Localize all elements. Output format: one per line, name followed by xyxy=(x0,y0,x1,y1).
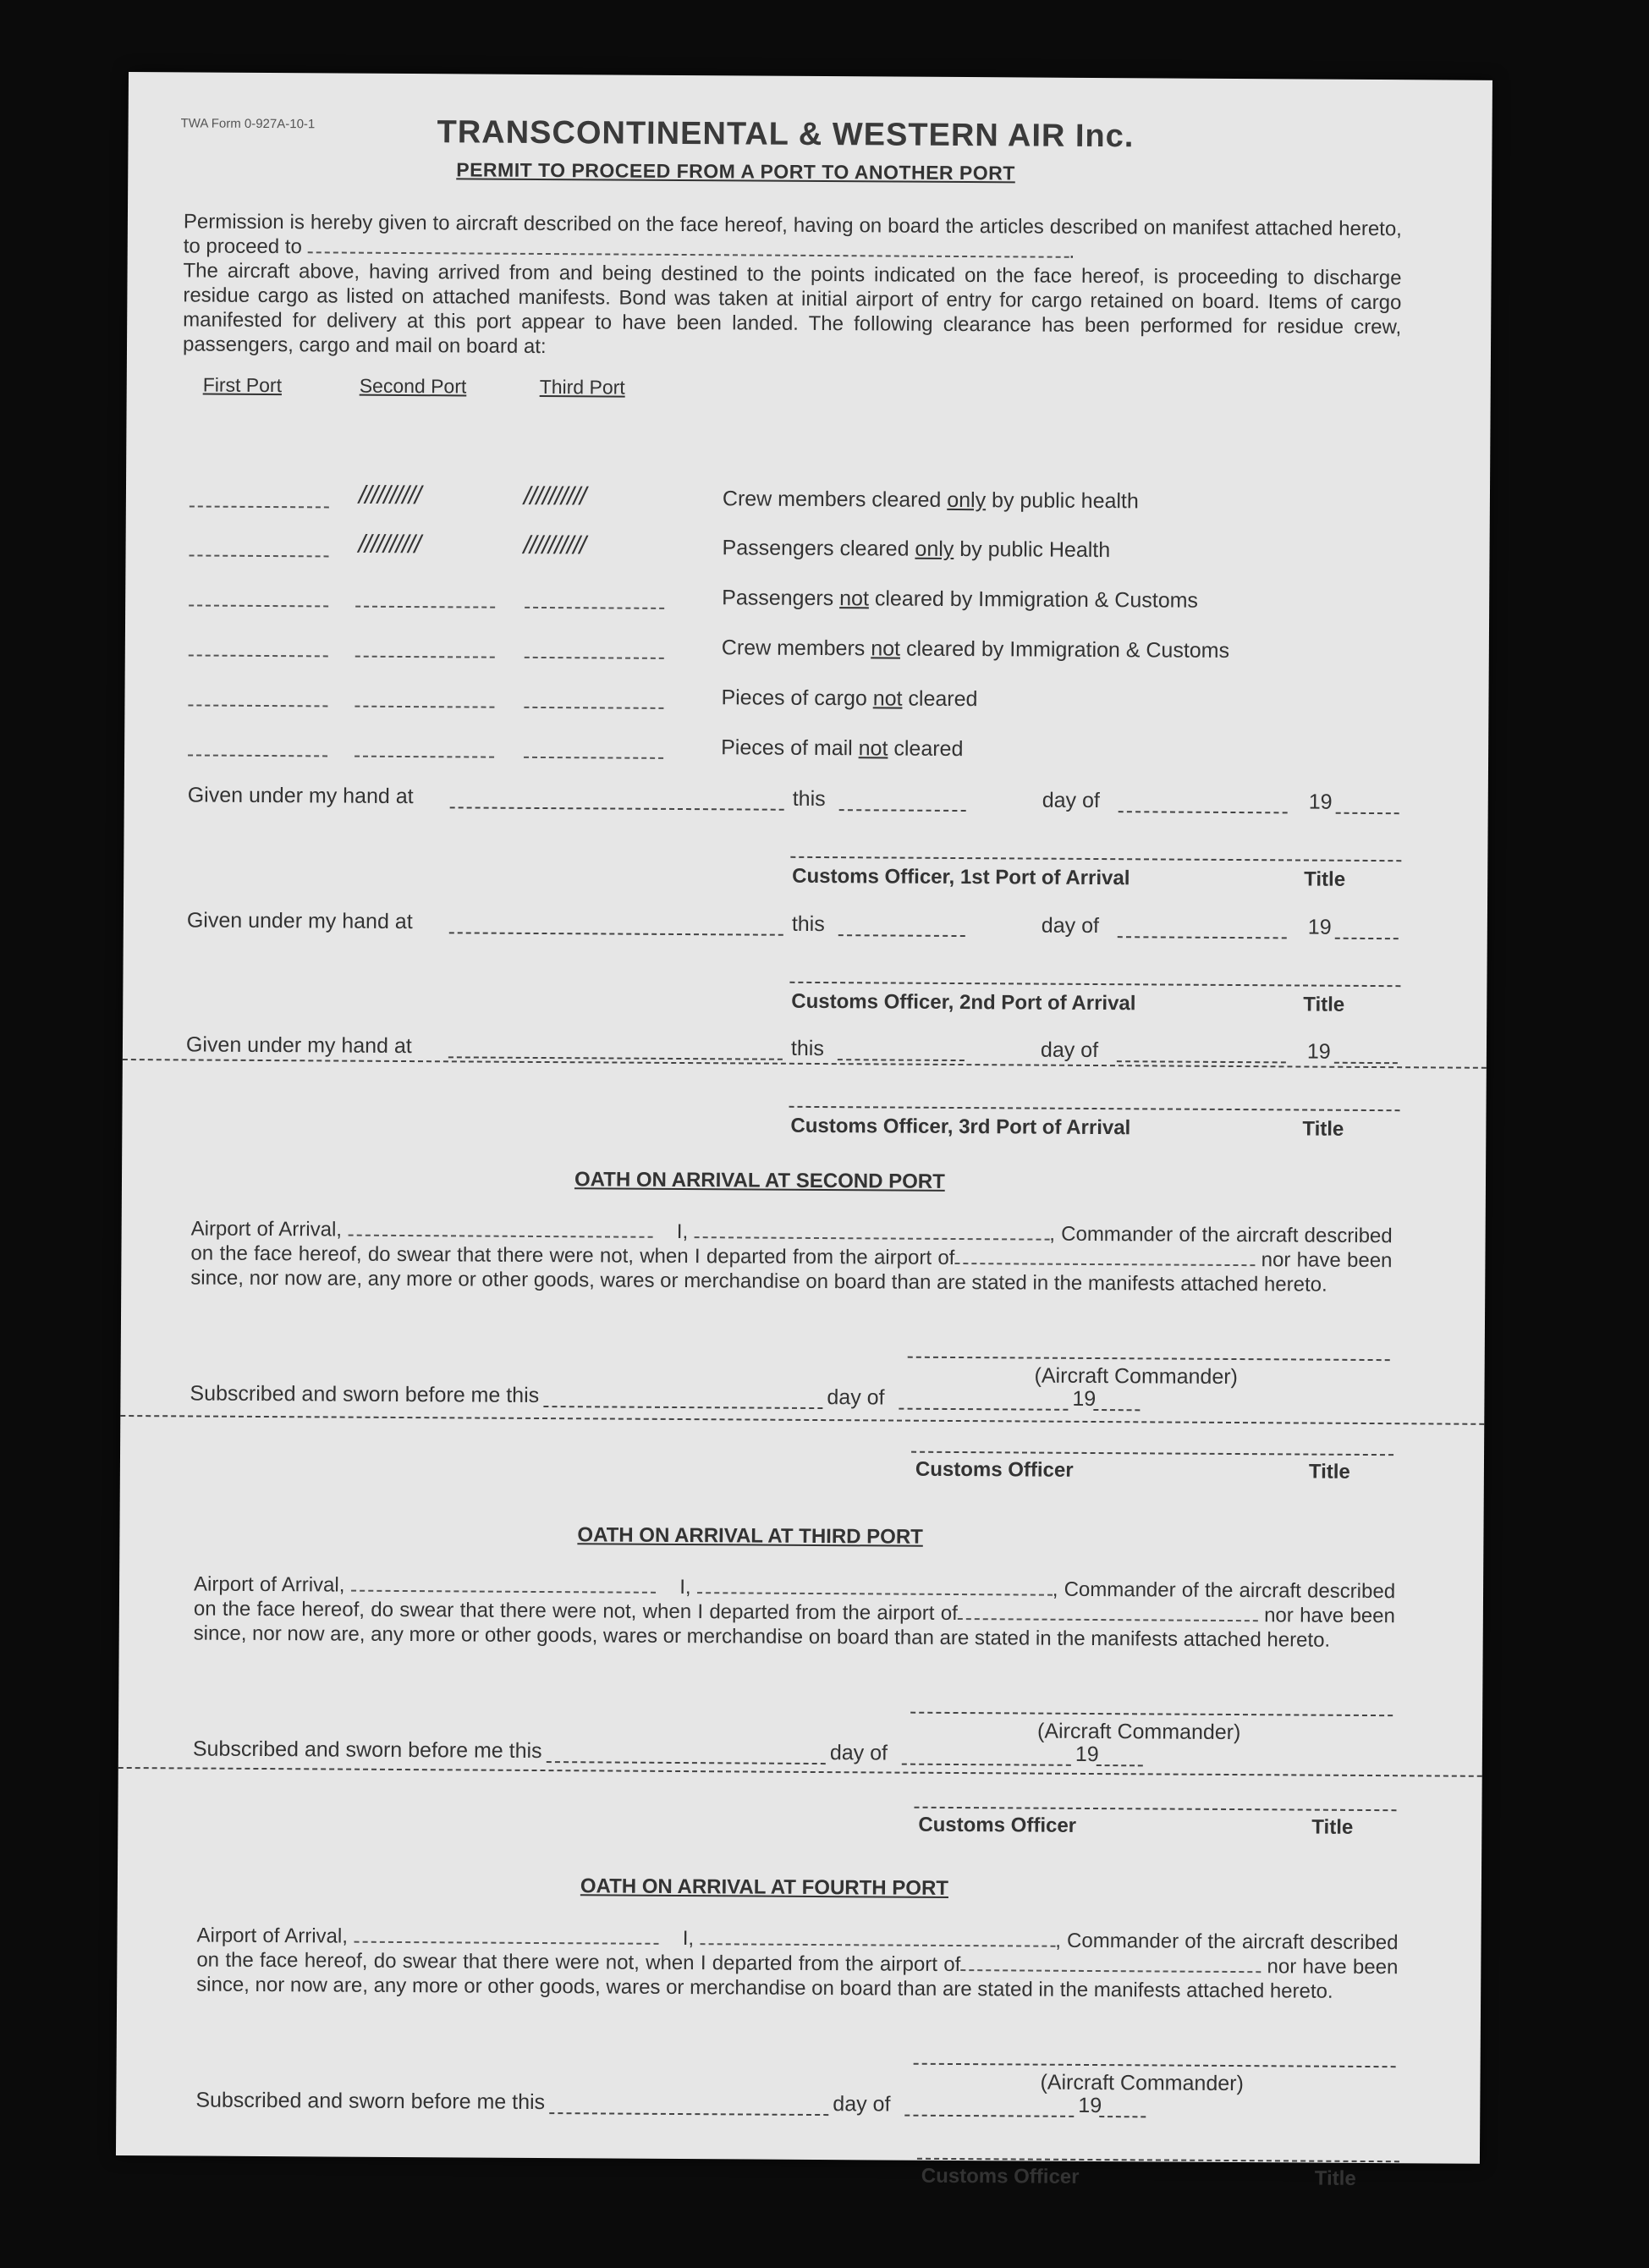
i-label: I, xyxy=(676,1219,689,1244)
clearance-label-emphasis: not xyxy=(858,736,888,761)
second-port-blank[interactable] xyxy=(355,606,495,608)
of-label: of xyxy=(937,1246,955,1269)
officer-signature-line[interactable] xyxy=(789,1106,1400,1111)
clearance-label xyxy=(722,636,1229,663)
commander-name-blank[interactable] xyxy=(694,1236,1049,1241)
oath-day-of-label: day of xyxy=(827,1385,885,1410)
third-port-slashes: ////////// xyxy=(523,531,586,560)
oath-day-of-label: day of xyxy=(829,1741,888,1765)
aircraft-commander-label: (Aircraft Commander) xyxy=(1040,2070,1244,2096)
officer-title-label: Title xyxy=(1308,1460,1350,1484)
subscribed-label: Subscribed and sworn before me this xyxy=(195,2088,546,2115)
oath-title: OATH ON ARRIVAL AT FOURTH PORT xyxy=(580,1874,949,1900)
customs-officer-label: Customs Officer xyxy=(918,1813,1077,1837)
section-divider xyxy=(120,1415,1484,1425)
given-this-label: this xyxy=(790,1036,824,1061)
clearance-label-pre: Passengers xyxy=(722,586,840,611)
airport-of-arrival-label: Airport of Arrival, xyxy=(190,1217,343,1241)
oath-commander-text: , Commander of the aircraft described on the face hereof, do swear that there were not, when I departed from the airport xyxy=(196,1929,1399,1976)
clearance-label-pre: Pieces of mail xyxy=(721,735,859,761)
clearance-label-pre: Passengers cleared xyxy=(722,536,915,561)
subscribed-label: Subscribed and sworn before me this xyxy=(190,1381,540,1407)
clearance-label xyxy=(722,536,1110,563)
given-day-blank[interactable] xyxy=(838,1059,965,1061)
header-first-port: First Port xyxy=(202,373,283,397)
oath-year-blank[interactable] xyxy=(1099,2116,1146,2117)
commander-name-blank[interactable] xyxy=(700,1943,1055,1947)
departure-airport-blank[interactable] xyxy=(960,1969,1261,1973)
given-month-blank[interactable] xyxy=(1118,936,1287,939)
clearance-label xyxy=(721,685,977,712)
oath-year-blank[interactable] xyxy=(1097,1764,1143,1766)
oath-month-blank[interactable] xyxy=(904,2115,1074,2117)
i-label: I, xyxy=(682,1927,695,1951)
second-port-slashes: ////////// xyxy=(358,481,421,510)
oath-year-blank[interactable] xyxy=(1093,1409,1140,1411)
given-year-blank[interactable] xyxy=(1336,812,1399,814)
given-place-blank[interactable] xyxy=(448,1056,783,1060)
commander-name-blank[interactable] xyxy=(697,1592,1053,1596)
third-port-slashes: ////////// xyxy=(523,482,586,511)
given-year-blank[interactable] xyxy=(1334,1062,1398,1064)
form-number: TWA Form 0-927A-10-1 xyxy=(180,116,316,132)
given-this-label: this xyxy=(792,786,826,812)
given-label: Given under my hand at xyxy=(186,908,413,934)
oath-body xyxy=(190,1216,1393,1297)
aircraft-commander-signature-line[interactable] xyxy=(908,1357,1390,1361)
clearance-label-emphasis: not xyxy=(839,586,870,611)
departure-airport-blank[interactable] xyxy=(954,1263,1255,1266)
airport-of-arrival-label: Airport of Arrival, xyxy=(196,1924,349,1948)
given-place-blank[interactable] xyxy=(450,806,784,810)
oath-rest-text: nor have been since, nor now are, any more or other goods, wares or merchandise on board than are stated in the manifests attached hereto. xyxy=(193,1604,1395,1652)
clearance-label-post: cleared by Immigration & Customs xyxy=(868,586,1199,613)
oath-paragraph xyxy=(190,1216,1393,1297)
given-day-of-label: day of xyxy=(1040,1038,1099,1063)
given-label: Given under my hand at xyxy=(185,1032,412,1059)
company-name: TRANSCONTINENTAL & WESTERN AIR Inc. xyxy=(437,114,1135,155)
header-second-port: Second Port xyxy=(359,374,467,398)
clearance-label-emphasis: not xyxy=(871,636,901,661)
given-day-of-label: day of xyxy=(1041,913,1100,939)
third-port-blank[interactable] xyxy=(525,607,664,609)
customs-officer-label: Customs Officer, 1st Port of Arrival xyxy=(792,864,1130,890)
departure-airport-blank[interactable] xyxy=(958,1618,1258,1621)
second-port-blank[interactable] xyxy=(355,706,494,708)
section-divider xyxy=(118,1767,1482,1777)
intro-line-1: Permission is hereby given to aircraft described on the face hereof, having on board the articles described on manifest attached hereto, to proceed to . xyxy=(183,210,1402,263)
officer-signature-line[interactable] xyxy=(790,856,1401,862)
oath-year-label: 19 xyxy=(1072,1386,1097,1412)
aircraft-commander-signature-line[interactable] xyxy=(910,1712,1393,1716)
given-place-blank[interactable] xyxy=(449,932,783,935)
permit-title: PERMIT TO PROCEED FROM A PORT TO ANOTHER PORT xyxy=(456,158,1015,184)
officer-signature-line[interactable] xyxy=(789,982,1400,987)
officer-title-label: Title xyxy=(1311,1815,1354,1839)
oath-title: OATH ON ARRIVAL AT SECOND PORT xyxy=(574,1168,945,1193)
oath-body xyxy=(196,1924,1399,2005)
officer-title-label: Title xyxy=(1304,867,1346,891)
clearance-label-post: cleared xyxy=(888,736,964,762)
clearance-label-post: cleared xyxy=(902,686,978,712)
oath-year-label: 19 xyxy=(1078,2093,1102,2118)
given-year-label: 19 xyxy=(1306,1039,1331,1064)
first-port-blank[interactable] xyxy=(190,554,329,557)
intro-text xyxy=(183,209,1402,364)
customs-officer-label: Customs Officer xyxy=(915,1457,1074,1482)
given-label: Given under my hand at xyxy=(187,783,414,809)
subscribed-day-blank[interactable] xyxy=(547,1761,826,1764)
first-port-blank[interactable] xyxy=(189,654,328,657)
airport-of-arrival-blank[interactable] xyxy=(354,1941,658,1945)
form-page xyxy=(116,72,1492,2190)
customs-officer-signature-line[interactable] xyxy=(917,2158,1399,2162)
third-port-blank[interactable] xyxy=(524,707,663,709)
aircraft-commander-label: (Aircraft Commander) xyxy=(1034,1363,1239,1390)
first-port-blank[interactable] xyxy=(188,754,327,757)
given-month-blank[interactable] xyxy=(1117,1060,1286,1063)
oath-commander-text: , Commander of the aircraft described on the face hereof, do swear that there were not, when I departed from the airport xyxy=(193,1577,1396,1625)
subscribed-day-blank[interactable] xyxy=(543,1406,822,1409)
clearance-label xyxy=(721,735,963,762)
oath-paragraph xyxy=(194,1572,1396,1654)
customs-officer-signature-line[interactable] xyxy=(914,1807,1396,1811)
intro-line-2: The aircraft above, having arrived from and being destined to the points indicated on the face hereof, is proceeding to discharge residue cargo as listed on attached manifests. Bond was taken at initial airport of entry for cargo retained on board. Items of cargo manifested for delivery at this port appear to have been landed. The following clearance has been performed for residue crew, passengers, cargo and mail on board at: xyxy=(182,259,1402,359)
oath-commander-text: , Commander of the aircraft described on the face hereof, do swear that there were not, when I departed from the airport xyxy=(190,1222,1393,1269)
clearance-label-pre: Crew members cleared xyxy=(722,487,948,512)
header-third-port: Third Port xyxy=(539,375,625,399)
clearance-label-emphasis: only xyxy=(915,537,954,561)
clearance-label-post: cleared by Immigration & Customs xyxy=(899,636,1230,663)
given-this-label: this xyxy=(791,911,825,937)
officer-title-label: Title xyxy=(1302,1117,1344,1141)
officer-title-label: Title xyxy=(1303,993,1345,1016)
given-day-of-label: day of xyxy=(1042,788,1100,813)
oath-month-blank[interactable] xyxy=(902,1764,1071,1766)
officer-title-label: Title xyxy=(1314,2166,1356,2190)
oath-month-blank[interactable] xyxy=(899,1408,1068,1411)
destination-blank[interactable] xyxy=(307,251,1069,257)
clearance-label-pre: Pieces of cargo xyxy=(721,685,873,711)
airport-of-arrival-blank[interactable] xyxy=(348,1235,652,1238)
customs-officer-label: Customs Officer, 2nd Port of Arrival xyxy=(791,989,1136,1016)
given-year-blank[interactable] xyxy=(1335,938,1399,939)
given-day-blank[interactable] xyxy=(838,934,965,937)
oath-title: OATH ON ARRIVAL AT THIRD PORT xyxy=(577,1523,923,1549)
airport-of-arrival-blank[interactable] xyxy=(351,1590,656,1594)
second-port-slashes: ////////// xyxy=(358,530,421,559)
given-day-blank[interactable] xyxy=(839,809,966,812)
oath-rest-text: nor have been since, nor now are, any more or other goods, wares or merchandise on board than are stated in the manifests attached hereto. xyxy=(196,1955,1399,2003)
clearance-label-emphasis: not xyxy=(872,686,903,711)
of-label: of xyxy=(940,1601,958,1626)
third-port-blank[interactable] xyxy=(525,657,664,659)
second-port-blank[interactable] xyxy=(355,756,494,758)
subscribed-day-blank[interactable] xyxy=(549,2112,828,2116)
given-year-label: 19 xyxy=(1308,790,1333,814)
oath-rest-text: nor have been since, nor now are, any more or other goods, wares or merchandise on board than are stated in the manifests attached hereto. xyxy=(190,1248,1393,1296)
oath-day-of-label: day of xyxy=(833,2092,891,2117)
i-label: I, xyxy=(679,1576,691,1599)
third-port-blank[interactable] xyxy=(524,757,663,759)
given-year-label: 19 xyxy=(1307,915,1332,939)
customs-officer-label: Customs Officer xyxy=(921,2164,1080,2188)
first-port-blank[interactable] xyxy=(189,604,328,607)
clearance-label xyxy=(722,586,1198,613)
customs-officer-signature-line[interactable] xyxy=(911,1451,1393,1456)
oath-paragraph xyxy=(196,1924,1399,2005)
given-month-blank[interactable] xyxy=(1119,811,1288,813)
intro-permission-text: Permission is hereby given to aircraft described on the face hereof, having on board the articles described on manifest attached hereto, to proceed to xyxy=(183,210,1402,259)
clearance-label-post: by public health xyxy=(986,488,1139,514)
clearance-label-post: by public Health xyxy=(954,537,1111,563)
customs-officer-label: Customs Officer, 3rd Port of Arrival xyxy=(790,1114,1131,1140)
aircraft-commander-signature-line[interactable] xyxy=(914,2063,1396,2067)
oath-year-label: 19 xyxy=(1075,1742,1099,1767)
clearance-label-emphasis: only xyxy=(947,487,987,513)
second-port-blank[interactable] xyxy=(355,656,495,658)
subscribed-label: Subscribed and sworn before me this xyxy=(192,1737,542,1764)
airport-of-arrival-label: Airport of Arrival, xyxy=(194,1572,345,1597)
clearance-label-pre: Crew members xyxy=(721,636,871,661)
clearance-label xyxy=(723,487,1139,514)
first-port-blank[interactable] xyxy=(188,704,327,707)
aircraft-commander-label: (Aircraft Commander) xyxy=(1036,1719,1241,1745)
oath-body xyxy=(194,1572,1396,1654)
of-label: of xyxy=(943,1952,961,1977)
first-port-blank[interactable] xyxy=(190,505,329,508)
